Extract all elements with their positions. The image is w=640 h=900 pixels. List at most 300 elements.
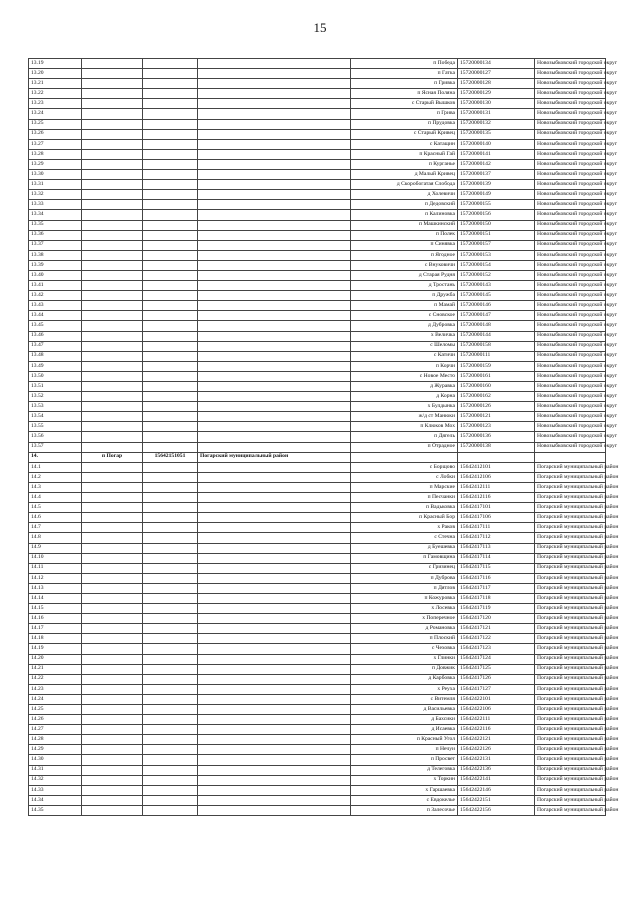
center-oktmo-cell (143, 614, 198, 624)
settlement-oktmo-cell: 15642422131 (458, 755, 535, 765)
municipal-center-cell (82, 795, 143, 805)
row-number-cell: 13.27 (29, 139, 82, 149)
municipal-center-cell (82, 533, 143, 543)
row-number-cell: 14. (29, 452, 82, 462)
row-number-cell: 13.53 (29, 402, 82, 412)
row-number-cell: 13.48 (29, 351, 82, 361)
settlement-oktmo-cell: 15642417116 (458, 573, 535, 583)
center-oktmo-cell (143, 260, 198, 270)
settlement-district-cell: Новозыбковский городской округ (535, 281, 606, 291)
center-oktmo-cell (143, 503, 198, 513)
row-number-cell: 14.10 (29, 553, 82, 563)
municipal-center-cell (82, 79, 143, 89)
settlement-name-cell: д Тростань (351, 281, 458, 291)
center-oktmo-cell (143, 674, 198, 684)
center-oktmo-cell (143, 684, 198, 694)
municipal-center-cell (82, 624, 143, 634)
municipality-name-cell (198, 472, 351, 482)
settlement-district-cell: Погарский муниципальный район (535, 705, 606, 715)
table-row (29, 119, 606, 129)
row-number-cell: 14.20 (29, 654, 82, 664)
settlement-name-cell: п Корчи (351, 361, 458, 371)
center-oktmo-cell (143, 250, 198, 260)
table-row (29, 402, 606, 412)
settlement-name-cell: д Бахсики (351, 715, 458, 725)
center-oktmo-cell (143, 644, 198, 654)
center-oktmo-cell (143, 392, 198, 402)
table-row (29, 139, 606, 149)
row-number-cell: 14.33 (29, 785, 82, 795)
settlement-name-cell: п Дедовский (351, 200, 458, 210)
row-number-cell: 13.28 (29, 149, 82, 159)
table-row (29, 715, 606, 725)
municipality-name-cell (198, 79, 351, 89)
table-row (29, 89, 606, 99)
municipal-center-cell (82, 331, 143, 341)
table-row (29, 200, 606, 210)
settlement-district-cell: Погарский муниципальный район (535, 644, 606, 654)
settlement-name-cell: с Шеломы (351, 341, 458, 351)
center-oktmo-cell (143, 664, 198, 674)
settlement-name-cell: п Дружба (351, 291, 458, 301)
settlement-oktmo-cell: 15720000154 (458, 260, 535, 270)
center-oktmo-cell (143, 745, 198, 755)
center-oktmo-cell (143, 725, 198, 735)
municipality-name-cell (198, 119, 351, 129)
municipal-center-cell (82, 553, 143, 563)
municipal-center-cell (82, 69, 143, 79)
municipal-center-cell (82, 149, 143, 159)
table-row (29, 624, 606, 634)
municipality-name-cell (198, 654, 351, 664)
table-row (29, 341, 606, 351)
municipal-center-cell (82, 170, 143, 180)
settlement-district-cell: Новозыбковский городской округ (535, 270, 606, 280)
center-oktmo-cell (143, 583, 198, 593)
center-oktmo-cell (143, 573, 198, 583)
settlement-district-cell: Новозыбковский городской округ (535, 129, 606, 139)
table-row (29, 79, 606, 89)
row-number-cell: 13.56 (29, 432, 82, 442)
municipal-center-cell (82, 250, 143, 260)
row-number-cell: 13.42 (29, 291, 82, 301)
settlement-name-cell: с Борщово (351, 462, 458, 472)
table-row (29, 694, 606, 704)
settlement-district-cell: Погарский муниципальный район (535, 795, 606, 805)
settlement-name-cell: п Синявка (351, 240, 458, 250)
row-number-cell: 14.23 (29, 684, 82, 694)
settlement-oktmo-cell: 15720000121 (458, 412, 535, 422)
table-row (29, 684, 606, 694)
row-number-cell: 14.24 (29, 694, 82, 704)
settlement-district-cell: Погарский муниципальный район (535, 493, 606, 503)
municipal-center-cell (82, 765, 143, 775)
table-row (29, 69, 606, 79)
settlement-name-cell: х Раков (351, 523, 458, 533)
settlement-oktmo-cell: 15720000135 (458, 129, 535, 139)
municipality-name-cell (198, 493, 351, 503)
municipality-name-cell (198, 523, 351, 533)
table-row (29, 755, 606, 765)
municipal-center-cell (82, 139, 143, 149)
row-number-cell: 14.16 (29, 614, 82, 624)
municipality-name-cell (198, 674, 351, 684)
municipality-name-cell (198, 715, 351, 725)
settlement-oktmo-cell: 15720000127 (458, 69, 535, 79)
municipal-center-cell (82, 785, 143, 795)
center-oktmo-cell (143, 311, 198, 321)
settlement-oktmo-cell: 15642417112 (458, 533, 535, 543)
table-row (29, 775, 606, 785)
row-number-cell: 14.22 (29, 674, 82, 684)
settlement-name-cell: д Буешевка (351, 543, 458, 553)
row-number-cell: 13.46 (29, 331, 82, 341)
row-number-cell: 13.23 (29, 99, 82, 109)
settlement-oktmo-cell: 15642412101 (458, 462, 535, 472)
table-row (29, 281, 606, 291)
municipal-center-cell (82, 200, 143, 210)
municipal-center-cell (82, 119, 143, 129)
settlement-district-cell: Новозыбковский городской округ (535, 412, 606, 422)
table-row (29, 371, 606, 381)
center-oktmo-cell: 15642151051 (143, 452, 198, 462)
municipal-center-cell (82, 351, 143, 361)
settlement-oktmo-cell: 15720000145 (458, 291, 535, 301)
municipality-name-cell (198, 180, 351, 190)
municipality-name-cell (198, 543, 351, 553)
municipal-center-cell (82, 614, 143, 624)
row-number-cell: 14.26 (29, 715, 82, 725)
row-number-cell: 13.38 (29, 250, 82, 260)
municipality-name-cell (198, 99, 351, 109)
table-row (29, 765, 606, 775)
center-oktmo-cell (143, 705, 198, 715)
table-row (29, 432, 606, 442)
settlement-oktmo-cell: 15642417119 (458, 604, 535, 614)
row-number-cell: 13.51 (29, 382, 82, 392)
municipal-center-cell (82, 230, 143, 240)
settlement-name-cell: п Отрадное (351, 442, 458, 452)
settlement-district-cell: Погарский муниципальный район (535, 523, 606, 533)
municipality-name-cell (198, 604, 351, 614)
table-row (29, 583, 606, 593)
municipality-name-cell (198, 402, 351, 412)
settlement-oktmo-cell: 15642417117 (458, 583, 535, 593)
row-number-cell: 13.32 (29, 190, 82, 200)
municipality-name-cell (198, 805, 351, 815)
row-number-cell: 13.43 (29, 301, 82, 311)
row-number-cell: 14.31 (29, 765, 82, 775)
municipality-name-cell (198, 200, 351, 210)
settlement-oktmo-cell: 15720000155 (458, 200, 535, 210)
settlement-oktmo-cell: 15642417115 (458, 563, 535, 573)
municipality-name-cell (198, 432, 351, 442)
center-oktmo-cell (143, 604, 198, 614)
municipality-name-cell (198, 392, 351, 402)
settlement-district-cell: Новозыбковский городской округ (535, 59, 606, 69)
table-row (29, 311, 606, 321)
municipal-center-cell (82, 109, 143, 119)
table-row (29, 553, 606, 563)
settlement-oktmo-cell: 15720000153 (458, 250, 535, 260)
row-number-cell: 13.54 (29, 412, 82, 422)
center-oktmo-cell (143, 89, 198, 99)
settlement-name-cell: п Плоский (351, 634, 458, 644)
municipal-center-cell (82, 281, 143, 291)
center-oktmo-cell (143, 230, 198, 240)
row-number-cell: 14.9 (29, 543, 82, 553)
row-number-cell: 13.22 (29, 89, 82, 99)
municipality-name-cell (198, 593, 351, 603)
settlement-name-cell: д Карбовка (351, 674, 458, 684)
settlement-oktmo-cell: 15720000126 (458, 402, 535, 412)
row-number-cell: 14.19 (29, 644, 82, 654)
municipal-center-cell (82, 180, 143, 190)
municipality-name-cell (198, 553, 351, 563)
municipal-center-cell (82, 493, 143, 503)
municipality-name-cell (198, 725, 351, 735)
center-oktmo-cell (143, 795, 198, 805)
center-oktmo-cell (143, 210, 198, 220)
row-number-cell: 13.20 (29, 69, 82, 79)
settlement-name-cell: д Васильевка (351, 705, 458, 715)
settlement-name-cell: п Гривка (351, 79, 458, 89)
settlement-oktmo-cell: 15642422111 (458, 715, 535, 725)
municipality-name-cell (198, 684, 351, 694)
municipality-name-cell (198, 422, 351, 432)
settlement-oktmo-cell: 15642417127 (458, 684, 535, 694)
center-oktmo-cell (143, 361, 198, 371)
table-row (29, 250, 606, 260)
center-oktmo-cell (143, 624, 198, 634)
municipal-center-cell (82, 634, 143, 644)
municipality-name-cell (198, 260, 351, 270)
row-number-cell: 13.41 (29, 281, 82, 291)
table-row (29, 523, 606, 533)
row-number-cell: 13.30 (29, 170, 82, 180)
settlement-district-cell: Новозыбковский городской округ (535, 220, 606, 230)
settlement-oktmo-cell: 15720000157 (458, 240, 535, 250)
municipality-name-cell (198, 361, 351, 371)
table-row (29, 442, 606, 452)
settlement-oktmo-cell: 15642422101 (458, 694, 535, 704)
row-number-cell: 14.28 (29, 735, 82, 745)
row-number-cell: 14.34 (29, 795, 82, 805)
row-number-cell: 13.39 (29, 260, 82, 270)
settlement-oktmo-cell: 15642417118 (458, 593, 535, 603)
center-oktmo-cell (143, 785, 198, 795)
municipal-center-cell (82, 604, 143, 614)
settlement-name-cell: д Малый Кривец (351, 170, 458, 180)
settlement-name-cell: с Внуковичи (351, 260, 458, 270)
row-number-cell: 13.52 (29, 392, 82, 402)
municipal-center-cell (82, 190, 143, 200)
settlement-oktmo-cell: 15720000134 (458, 59, 535, 69)
municipal-center-cell (82, 482, 143, 492)
settlement-oktmo-cell: 15642417101 (458, 503, 535, 513)
settlement-name-cell: х Величка (351, 331, 458, 341)
settlement-oktmo-cell: 15642422121 (458, 735, 535, 745)
settlement-district-cell: Новозыбковский городской округ (535, 149, 606, 159)
center-oktmo-cell (143, 593, 198, 603)
settlement-name-cell: п Машкинский (351, 220, 458, 230)
municipal-center-cell (82, 775, 143, 785)
settlement-name-cell: п Дятлов (351, 583, 458, 593)
settlement-name-cell: п Прудовка (351, 119, 458, 129)
municipality-name-cell (198, 301, 351, 311)
center-oktmo-cell (143, 462, 198, 472)
settlement-district-cell: Погарский муниципальный район (535, 604, 606, 614)
center-oktmo-cell (143, 805, 198, 815)
settlement-district-cell (535, 452, 606, 462)
settlement-name-cell: п Дуброва (351, 573, 458, 583)
municipality-name-cell (198, 533, 351, 543)
center-oktmo-cell (143, 281, 198, 291)
settlement-district-cell: Погарский муниципальный район (535, 745, 606, 755)
settlement-name-cell: п Дягель (351, 432, 458, 442)
settlement-name-cell: с Витемля (351, 694, 458, 704)
settlement-name-cell: п Нечуи (351, 745, 458, 755)
municipal-center-cell (82, 321, 143, 331)
settlement-district-cell: Погарский муниципальный район (535, 563, 606, 573)
municipality-name-cell (198, 442, 351, 452)
settlement-name-cell: п Красный Бор (351, 513, 458, 523)
settlement-oktmo-cell: 15720000130 (458, 99, 535, 109)
municipal-center-cell (82, 523, 143, 533)
center-oktmo-cell (143, 79, 198, 89)
settlement-name-cell: п Марские (351, 482, 458, 492)
settlement-oktmo-cell: 15720000160 (458, 382, 535, 392)
municipal-center-cell (82, 705, 143, 715)
settlement-district-cell: Погарский муниципальный район (535, 765, 606, 775)
municipal-center-cell (82, 382, 143, 392)
settlement-district-cell: Погарский муниципальный район (535, 805, 606, 815)
municipality-name-cell (198, 149, 351, 159)
settlement-oktmo-cell: 15642422126 (458, 745, 535, 755)
row-number-cell: 13.57 (29, 442, 82, 452)
settlement-oktmo-cell: 15642412116 (458, 493, 535, 503)
municipality-name-cell (198, 240, 351, 250)
center-oktmo-cell (143, 432, 198, 442)
settlement-name-cell: п Калиновка (351, 210, 458, 220)
settlement-district-cell: Погарский муниципальный район (535, 472, 606, 482)
table-row (29, 805, 606, 815)
settlement-name-cell: с Гризинец (351, 563, 458, 573)
center-oktmo-cell (143, 69, 198, 79)
row-number-cell: 14.25 (29, 705, 82, 715)
settlement-oktmo-cell: 15642417125 (458, 664, 535, 674)
table-row (29, 59, 606, 69)
table-row (29, 533, 606, 543)
table-row (29, 210, 606, 220)
municipal-center-cell (82, 210, 143, 220)
table-row (29, 563, 606, 573)
settlement-oktmo-cell: 15720000128 (458, 79, 535, 89)
row-number-cell: 14.13 (29, 583, 82, 593)
settlement-district-cell: Новозыбковский городской округ (535, 382, 606, 392)
settlement-district-cell: Погарский муниципальный район (535, 684, 606, 694)
settlement-name-cell: д Романовка (351, 624, 458, 634)
settlement-district-cell: Погарский муниципальный район (535, 654, 606, 664)
settlement-district-cell: Новозыбковский городской округ (535, 240, 606, 250)
settlement-name-cell: х Лосевка (351, 604, 458, 614)
municipality-name-cell (198, 573, 351, 583)
municipality-name-cell (198, 614, 351, 624)
settlement-district-cell: Погарский муниципальный район (535, 553, 606, 563)
settlement-district-cell: Погарский муниципальный район (535, 634, 606, 644)
table-row (29, 392, 606, 402)
municipality-name-cell (198, 69, 351, 79)
municipal-center-cell (82, 291, 143, 301)
settlement-name-cell: п Залесочье (351, 805, 458, 815)
settlement-oktmo-cell: 15642417114 (458, 553, 535, 563)
settlement-oktmo-cell: 15642422116 (458, 725, 535, 735)
table-row (29, 664, 606, 674)
settlement-name-cell: п Кожуровка (351, 593, 458, 603)
municipal-center-cell (82, 745, 143, 755)
row-number-cell: 13.49 (29, 361, 82, 371)
municipal-center-cell (82, 725, 143, 735)
table-row (29, 422, 606, 432)
table-row (29, 159, 606, 169)
table-row (29, 543, 606, 553)
settlement-oktmo-cell: 15642417121 (458, 624, 535, 634)
settlement-name-cell: д Корна (351, 392, 458, 402)
table-row (29, 493, 606, 503)
center-oktmo-cell (143, 240, 198, 250)
settlement-district-cell: Погарский муниципальный район (535, 583, 606, 593)
municipality-name-cell (198, 59, 351, 69)
center-oktmo-cell (143, 523, 198, 533)
settlement-name-cell: п Красный Гай (351, 149, 458, 159)
settlement-name-cell: д Холевичи (351, 190, 458, 200)
settlement-oktmo-cell: 15720000162 (458, 392, 535, 402)
municipality-name-cell (198, 664, 351, 674)
settlement-district-cell: Новозыбковский городской округ (535, 250, 606, 260)
settlement-district-cell: Новозыбковский городской округ (535, 99, 606, 109)
settlement-name-cell: п Красный Угол (351, 735, 458, 745)
center-oktmo-cell (143, 442, 198, 452)
municipality-name-cell (198, 634, 351, 644)
table-row (29, 795, 606, 805)
settlement-oktmo-cell: 15720000137 (458, 170, 535, 180)
settlement-district-cell: Новозыбковский городской округ (535, 69, 606, 79)
row-number-cell: 14.15 (29, 604, 82, 614)
table-row (29, 482, 606, 492)
row-number-cell: 13.21 (29, 79, 82, 89)
settlement-name-cell: д Скоробогатая Слобода (351, 180, 458, 190)
settlement-district-cell: Погарский муниципальный район (535, 513, 606, 523)
municipal-center-cell (82, 260, 143, 270)
municipal-center-cell (82, 583, 143, 593)
municipality-name-cell (198, 321, 351, 331)
row-number-cell: 14.18 (29, 634, 82, 644)
row-number-cell: 14.21 (29, 664, 82, 674)
settlement-name-cell: п Гамовщина (351, 553, 458, 563)
municipal-center-cell (82, 573, 143, 583)
settlement-district-cell: Новозыбковский городской округ (535, 371, 606, 381)
settlement-name-cell: п Довжик (351, 664, 458, 674)
settlement-name-cell: п Гатка (351, 69, 458, 79)
settlement-oktmo-cell: 15642417120 (458, 614, 535, 624)
settlement-district-cell: Погарский муниципальный район (535, 735, 606, 745)
settlement-district-cell: Погарский муниципальный район (535, 664, 606, 674)
settlement-district-cell: Новозыбковский городской округ (535, 402, 606, 412)
center-oktmo-cell (143, 563, 198, 573)
settlement-district-cell: Новозыбковский городской округ (535, 301, 606, 311)
municipal-center-cell (82, 543, 143, 553)
center-oktmo-cell (143, 119, 198, 129)
